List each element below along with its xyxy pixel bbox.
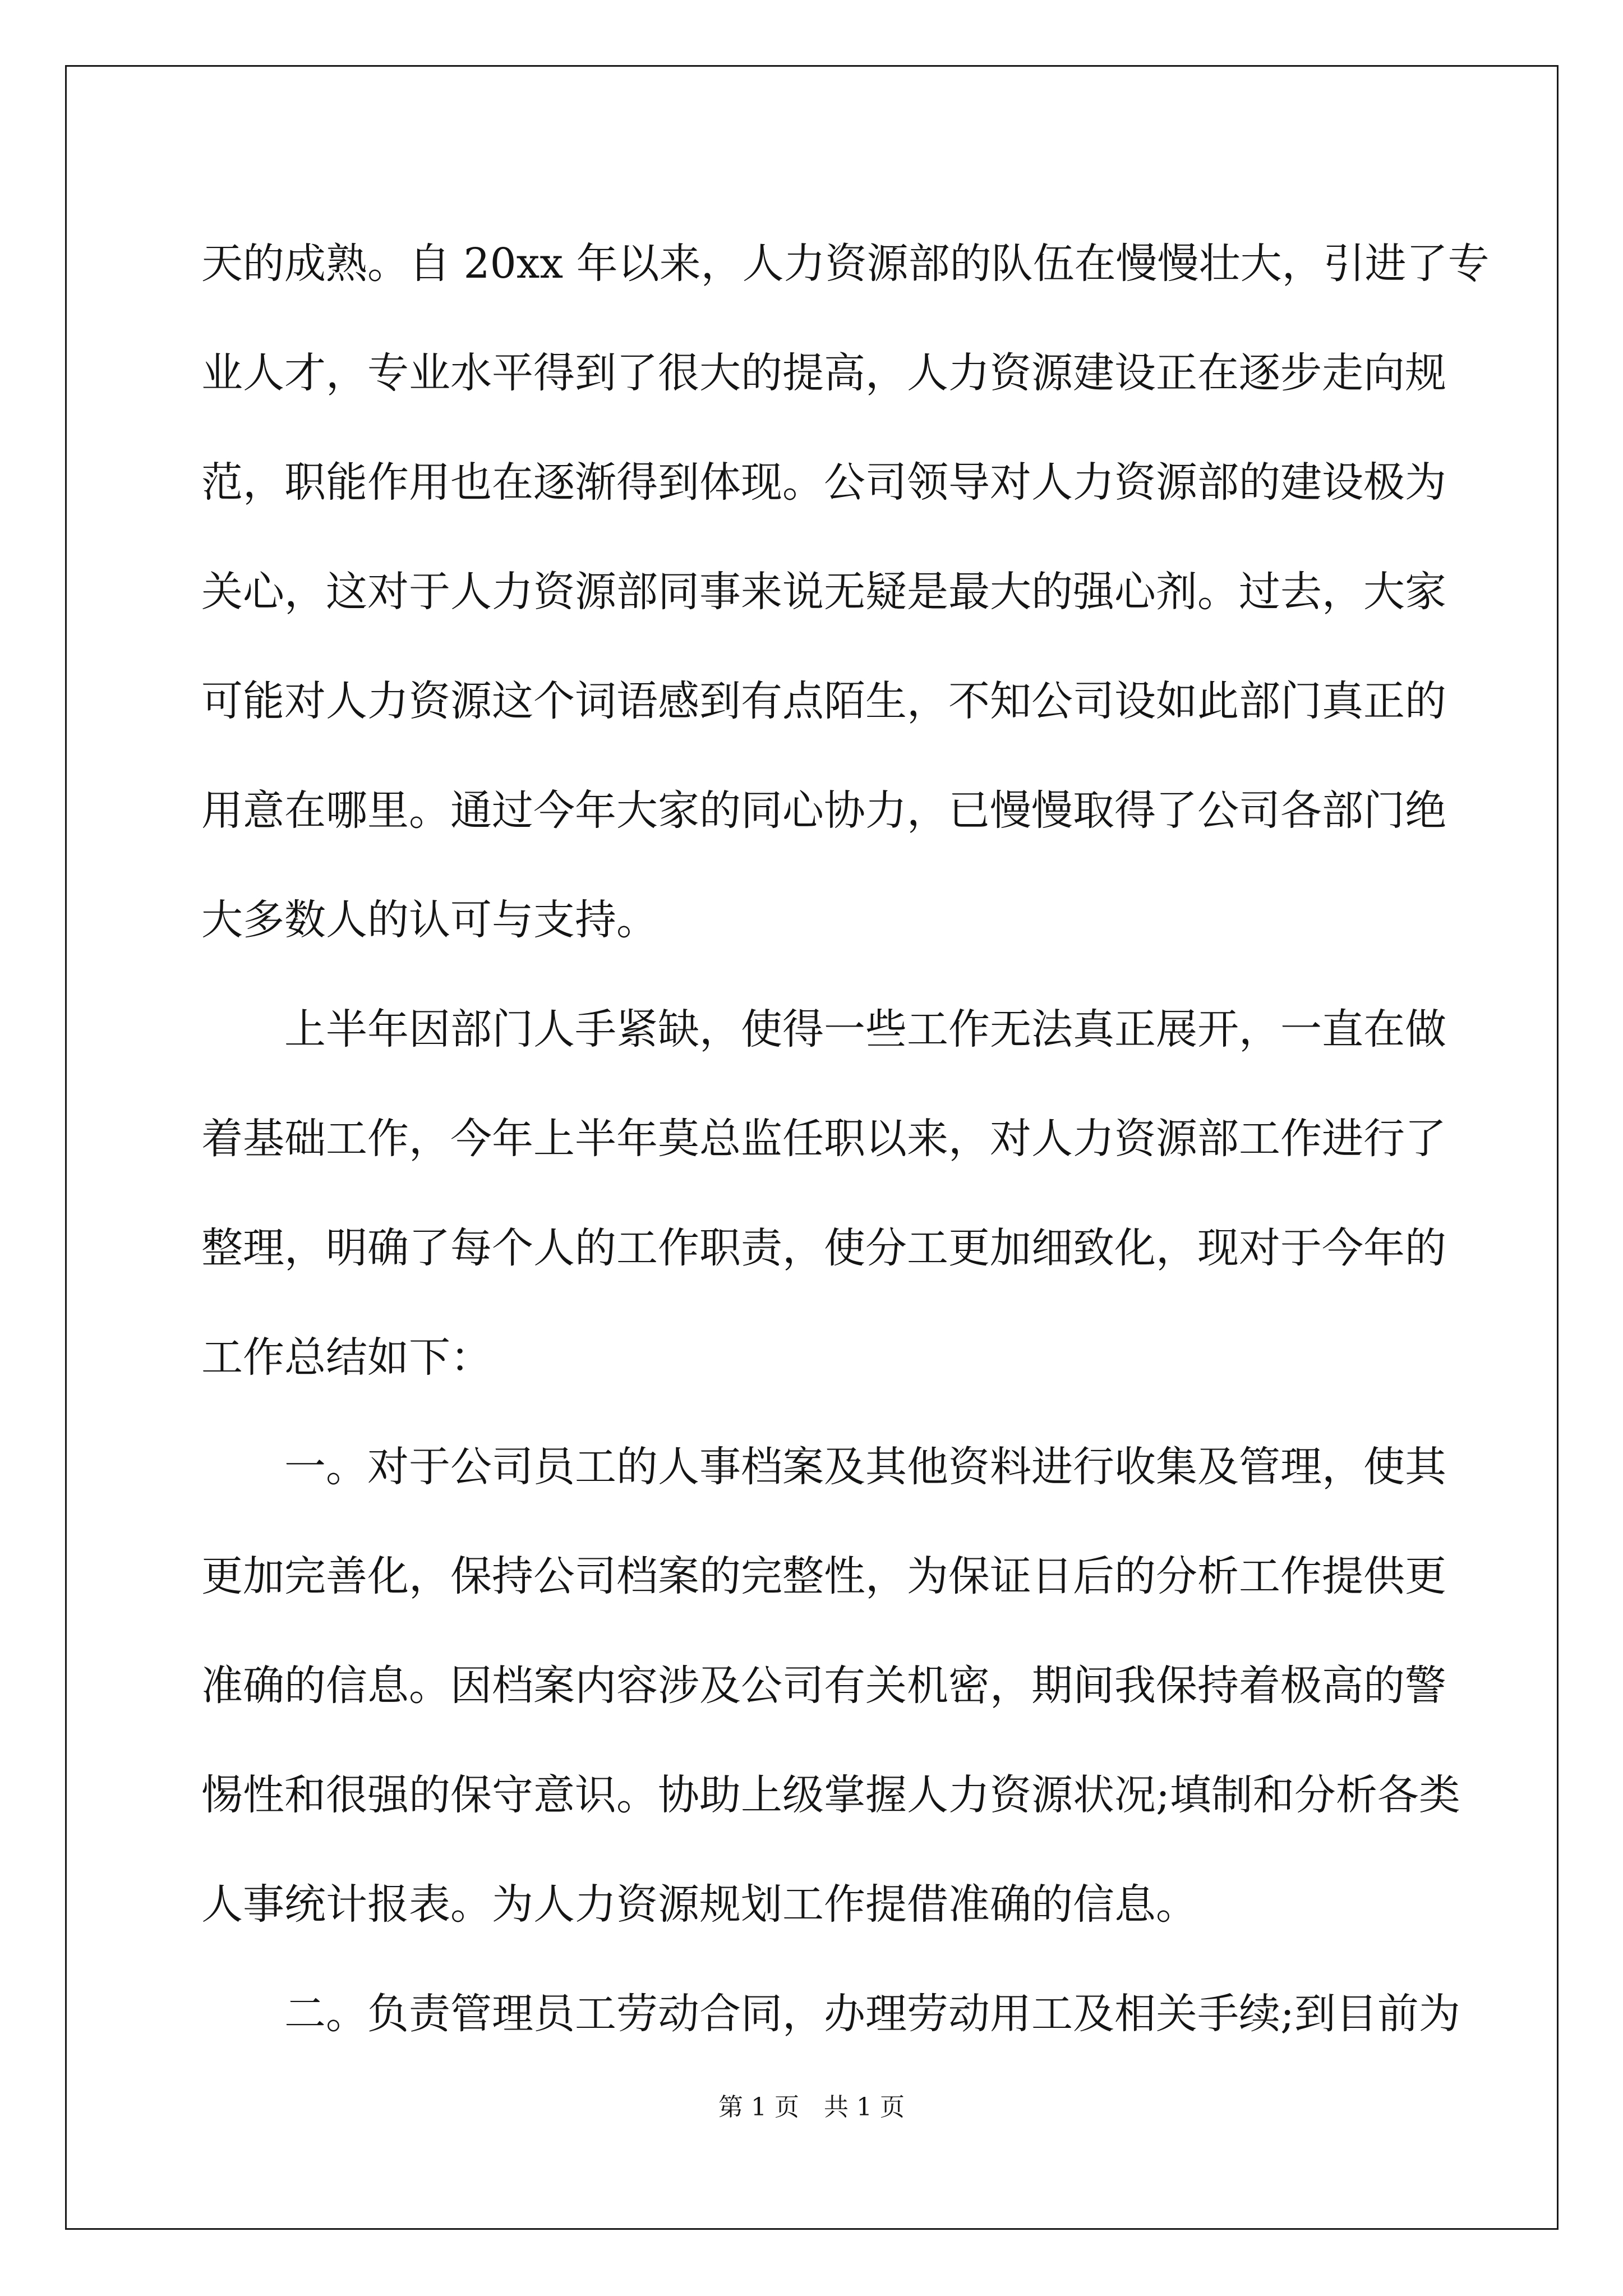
text-line: 业人才，专业水平得到了很大的提高，人力资源建设正在逐步走向规 (201, 348, 1446, 397)
paragraph-3 (201, 1409, 1460, 1955)
text-line: 范，职能作用也在逐渐得到体现。公司领导对人力资源部的建设极为 (201, 458, 1446, 507)
text-line: 整理，明确了每个人的工作职责，使分工更加细致化，现对于今年的 (201, 1223, 1446, 1272)
text-line: 可能对人力资源这个词语感到有点陌生，不知公司设如此部门真正的 (201, 677, 1446, 725)
text-line: 大多数人的认可与支持。 (201, 895, 658, 944)
page-number-footer: 第 1 页 共 1 页 (718, 2093, 905, 2122)
text-line: 用意在哪里。通过今年大家的同心协力，已慢慢取得了公司各部门绝 (201, 786, 1446, 835)
paragraph-4 (201, 1955, 1460, 2065)
text-line: 上半年因部门人手紧缺，使得一些工作无法真正展开，一直在做 (284, 1005, 1446, 1053)
text-line: 更加完善化，保持公司档案的完整性，为保证日后的分析工作提供更 (201, 1552, 1446, 1600)
text-line: 一。对于公司员工的人事档案及其他资料进行收集及管理，使其 (284, 1442, 1446, 1491)
paragraph-2 (201, 971, 1446, 1409)
document-body (201, 205, 1490, 2065)
text-line: 二。负责管理员工劳动合同，办理劳动用工及相关手续;到目前为 (284, 1989, 1460, 2038)
text-line: 天的成熟。自 20xx 年以来，人力资源部的队伍在慢慢壮大，引进了专 (201, 239, 1490, 288)
text-line: 人事统计报表。为人力资源规划工作提借准确的信息。 (201, 1880, 1197, 1929)
text-line: 关心，这对于人力资源部同事来说无疑是最大的强心剂。过去，大家 (201, 567, 1446, 616)
paragraph-1 (201, 205, 1490, 971)
text-line: 惕性和很强的保守意识。协助上级掌握人力资源状况;填制和分析各类 (201, 1770, 1460, 1819)
text-line: 着基础工作，今年上半年莫总监任职以来，对人力资源部工作进行了 (201, 1114, 1446, 1163)
text-line: 准确的信息。因档案内容涉及公司有关机密，期间我保持着极高的警 (201, 1661, 1446, 1710)
text-line: 工作总结如下： (201, 1333, 492, 1382)
